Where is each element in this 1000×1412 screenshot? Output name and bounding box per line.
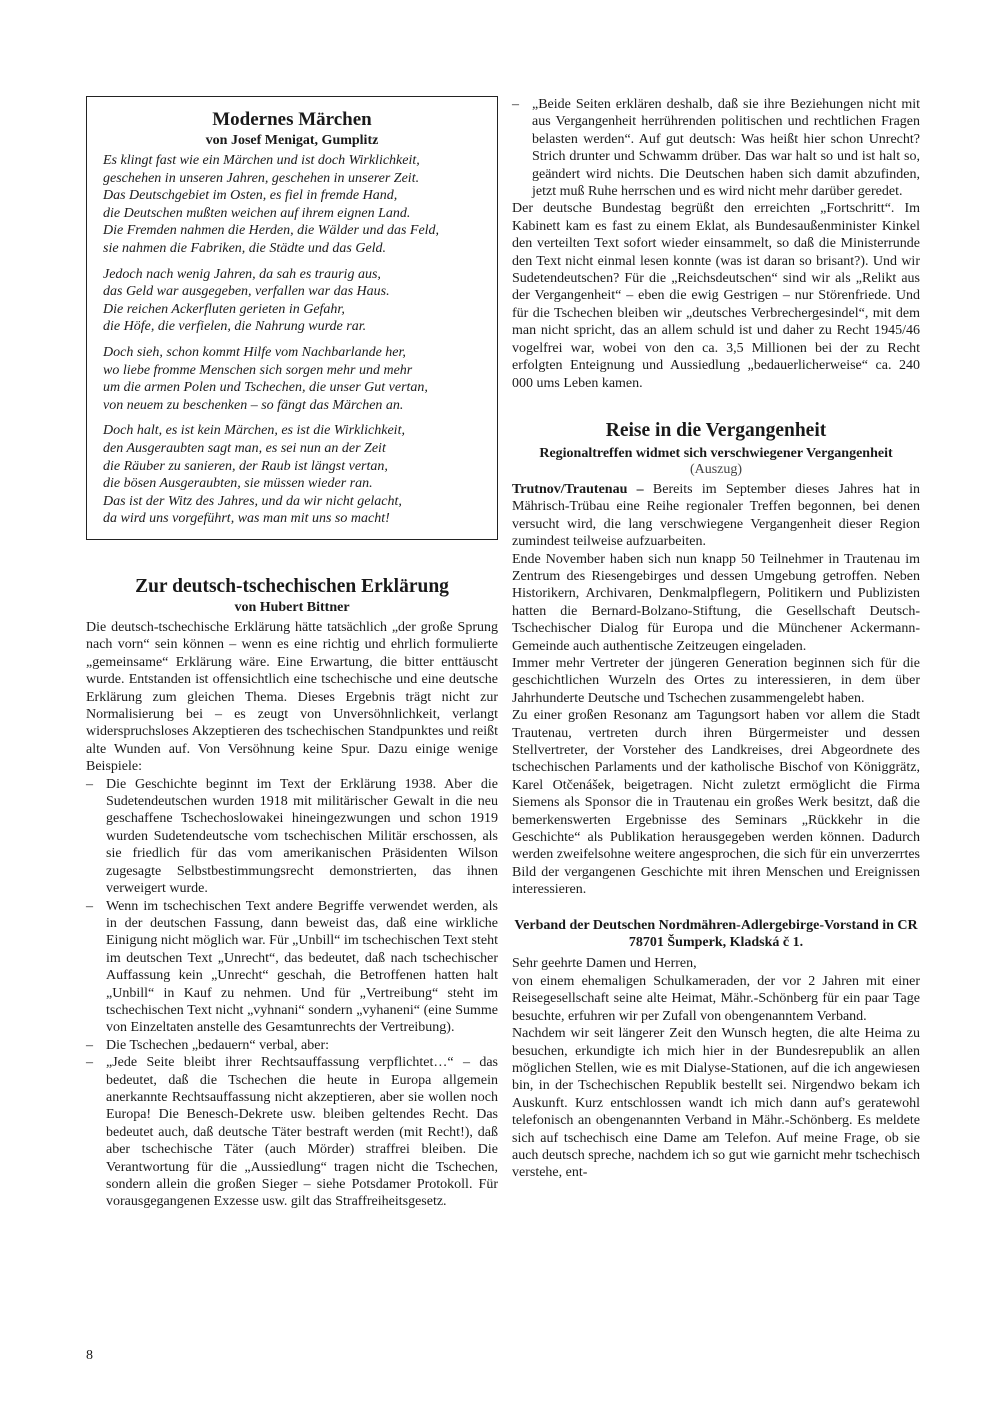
poem-line: das Geld war ausgegeben, verfallen war das Haus. — [103, 284, 390, 300]
poem-line: Es klingt fast wie ein Märchen und ist doch Wirklichkeit, — [103, 153, 420, 168]
list-item: – Die Tschechen „bedauern“ verbal, aber: — [86, 1037, 498, 1054]
poem-line: Jedoch nach wenig Jahren, da sah es traurig aus, — [103, 266, 381, 282]
poem-line: um die armen Polen und Tschechen, die unser Gut vertan, — [103, 380, 428, 396]
poem-line: Doch halt, es ist kein Märchen, es ist die Wirklichkeit, — [103, 423, 405, 439]
article-title: Reise in die Vergangenheit — [605, 419, 827, 441]
letter-heading: Verband der Deutschen Nordmähren-Adlergebirge-Vorstand in CR 78701 Šumperk, Kladská č 1. — [514, 917, 918, 951]
poem-line: Die Fremden nahmen die Herden, die Wälder und das Feld, — [103, 223, 440, 239]
dateline: Trutnov/Trautenau – — [512, 481, 644, 497]
article-intro: Die deutsch-tschechische Erklärung hätte tatsächlich „der große Sprung nach vorn“ sein können – wenn es eine richtig und ehrlich formulierte „gemeinsame“ Erklärung wäre. Eine Erwartung, die bitter enttäuscht wurde. Entstanden ist offensichtlich eine tschechische und eine deutsche Erklärung zum gleichen Thema. Dieses Ergebnis trägt nicht zur Normalisierung bei – es zeugt von Unversöhnlichkeit, verlangt widerspruchsloses Akzeptieren des tschechischen Standpunktes und reißt alte Wunden auf. Von Versöhnung keine Spur. Dazu einige wenige Beispiele: — [86, 620, 498, 775]
right-column — [512, 96, 920, 1182]
poem-line: die Deutschen mußten weichen auf ihrem eignen Land. — [103, 205, 411, 221]
poem-line: sie nahmen die Fabriken, die Städte und das Geld. — [103, 240, 387, 256]
poem-line: geschehen in unseren Jahren, geschehen in unserer Zeit. — [103, 170, 420, 186]
list-item: – „Jede Seite bleibt ihrer Rechtsauffassung verpflichtet…“ – das bedeutet, daß die Tschechen die heute in Europa allgemein anerkannte Rechtsauffassung nicht akzeptieren, aber sie wollen noch Europa! Die Benesch-Dekrete usw. bleiben geltendes Recht. Das bedeutet auch, daß deutsche Täter bestraft werden (mit Recht!), daß aber tschechische Täter (auch Mörder) straffrei bleiben. Die Verantwortung für die „Aussiedlung“ tragen nicht die Tschechen, sondern allein die großen Sieger – siehe Potsdamer Protokoll. Für vorausgegangenen Exzesse usw. gilt das Straffreiheitsgesetz. — [86, 1054, 498, 1211]
letter-paragraph: von einem ehemaligen Schulkameraden, der vor 2 Jahren mit einer Reisegesellschaft seine alte Heimat, Mähr.-Schönberg für ein paar Tage besuchte, erfuhren wir per Zufall von obengenanntem Verband. — [512, 973, 920, 1024]
poem-line: die Höfe, die verfielen, die Nahrung wurde rar. — [103, 319, 367, 335]
letter-paragraph: Nachdem wir seit längerer Zeit den Wunsch hegten, die alte Heima zu besuchen, erkundigte ich mich hier in der Bundesrepublik an allen möglichen Stellen, wie es mit Dialyse-Stationen, auf die ich angewiesen bin, in der Tschechischen Republik bestellt sei. Nirgendwo bekam ich Auskunft. Kurz entschlossen wandt ich mich dann auf's geratewohl telefonisch an obengenannten Verband in Mähr.-Schönberg. Es meldete sich auf tschechisch eine Dame am Telefon. Auf meine Frage, ob sie auch deutsch spreche, nachdem ich so gut wie garnicht mehr tschechisch verstehe, ent- — [512, 1026, 920, 1181]
article-subtitle: Regionaltreffen widmet sich verschwiegener Vergangenheit — [539, 445, 893, 461]
letter-salutation: Sehr geehrte Damen und Herren, — [512, 956, 697, 972]
article-paragraph: Zu einer großen Resonanz am Tagungsort haben vor allem die Stadt Trautenau, vertreten durch ihren Bürgermeister und dessen Stellvertreter, der Vorsteher des Landkreises, drei Abgeordnete des tschechischen Parlaments und der katholische Bischof von Königgrätz, Karel Otčenášek, beigetragen. Nicht zuletzt ermöglicht die Firma Siemens als Sponsor die in Trautenau ein großes Werk besitzt, daß die bemerkenswerten Ergebnisse des Seminars „Rückkehr in die Geschichte“ als Publikation herausgegeben werden können. Dadurch werden zweifelsohne weitere angesprochen, die sich für ein unverzerrtes Bild der vergangenen Geschichte mit ihren Menschen und Ereignissen interessieren. — [512, 708, 920, 898]
poem-box — [86, 96, 498, 540]
list-item: – Die Geschichte beginnt im Text der Erklärung 1938. Aber die Sudetendeutschen wurden 1918 mit militärischer Gewalt in die neu geschaffene Tschechoslowakei hineingezwungen und schon 1919 wurden Sudetendeutsche vom tschechischen Militär erschossen, als sie friedlich für das vom amerikanischen Präsidenten Wilson zugesagte Selbstbestimmungsrecht demonstrierten, das ihnen verweigert wurde. — [86, 776, 498, 898]
poem-author: von Josef Menigat, Gumplitz — [205, 133, 379, 148]
article-author: von Hubert Bittner — [234, 600, 350, 615]
page-number: 8 — [86, 1348, 93, 1363]
poem-line: Das Deutschgebiet im Osten, es fiel in fremde Hand, — [103, 188, 398, 204]
paragraph-text: Bereits im September dieses Jahres hat in Mährisch-Trübau eine Reihe regionaler Treffen begonnen, bei denen versucht wird, die lang verschwiegene Vergangenheit dieser Region zumindest teilweise aufzuarbeiten. — [512, 481, 921, 550]
poem-stanza-3 — [103, 344, 481, 414]
poem-line: die Räuber zu sanieren, der Raub ist längst vertan, — [103, 458, 388, 474]
poem-line: von neuem zu beschenken – so fängt das Märchen an. — [103, 397, 404, 413]
poem-title: Modernes Märchen — [212, 109, 372, 130]
article-paragraph: Immer mehr Vertreter der jüngeren Generation beginnen sich für die geschichtlichen Wurzeln des Ortes zu interessieren, in dem über Jahrhunderte Deutsche und Tschechen zusammengelebt haben. — [512, 655, 920, 706]
poem-line: Das ist der Witz des Jahres, und da wir nicht gelacht, — [103, 493, 402, 509]
article-paragraph: Ende November haben sich nun knapp 50 Teilnehmer in Trautenau im Zentrum des Riesengebirges und dessen Umgebung getroffen. Neben Historikern, Archivaren, Denkmalpflegern, Politikern und Publizisten hatten die Bernard-Bolzano-Stiftung, die Gesellschaft Deutsch-Tschechischer Dialog für Europa und die Münchener Ackermann-Gemeinde auch authentische Zeitzeugen eingeladen. — [512, 551, 920, 654]
left-column — [86, 96, 498, 1211]
poem-line: Die reichen Ackerfluten gerieten in Gefahr, — [103, 301, 345, 317]
poem-line: Doch sieh, schon kommt Hilfe vom Nachbarlande her, — [103, 344, 406, 360]
poem-line: da wird uns vorgeführt, was man mit uns so macht! — [103, 511, 390, 527]
article-title: Zur deutsch-tschechischen Erklärung — [135, 576, 449, 597]
poem-stanza-4 — [103, 422, 481, 528]
poem-line: die bösen Ausgeraubten, sie müssen wieder ran. — [103, 476, 373, 492]
list-item: – „Beide Seiten erklären deshalb, daß sie ihre Beziehungen nicht mit aus Vergangenheit herrührenden politischen und rechtlichen Fragen belasten werden“. Auf gut deutsch: Was heißt hier schon Unrecht? Strich drunter und Schwamm drüber. Das war halt so und ist halt so, geändert wird nichts. Die Deutschen haben sich damit abzufinden, jetzt muß Ruhe herrschen und es wird nicht mehr darüber geredet. — [512, 96, 920, 200]
poem-line: den Ausgeraubten sagt man, es sei nun an der Zeit — [103, 440, 386, 456]
poem-stanza-1 — [103, 152, 481, 258]
poem-stanza-2 — [103, 266, 481, 336]
article-excerpt-note: (Auszug) — [689, 461, 743, 477]
article-paragraph — [512, 481, 920, 551]
article-closing: Der deutsche Bundestag begrüßt den erreichten „Fortschritt“. Im Kabinett kam es fast zu einem Eklat, als Bundesaußenminister Kinkel den verteilten Text sofort wieder einsammelt, so daß die Ministerrunde den Text nicht einmal lesen konnte (was ist daran so brisant?). Und wir Sudetendeutschen? Für die „Reichsdeutschen“ sind wir als „Relikt aus der Vergangenheit“ – eben die ewig Gestrigen – nur Störenfriede. Und für die Tschechen bleiben wir „deutsches Verbrechergesindel“, mit dem man nicht spricht, das an allem schuld ist und daher zu Recht 1945/46 vogelfrei war, wobei von den ca. 3,5 Millionen bei der zu Recht erfolgten Enteignung und Aussiedlung „bedauerlicherweise“ ca. 240 000 ums Leben kamen. — [512, 201, 920, 391]
poem-line: wo liebe fromme Menschen sich sorgen mehr und mehr — [103, 362, 413, 378]
list-item: – Wenn im tschechischen Text andere Begriffe verwendet werden, als in der deutschen Fassung, dann beweist das, daß eine wirkliche Einigung nicht möglich war. Für „Unbill“ im tschechischen Text steht im deutschen Text „Unrecht“, das bedeutet, daß nach tschechischer Auffassung kein „Unrecht“ geschah, die Betroffenen hatten halt „Unbill“ in Kauf zu nehmen. Und für „Vertreibung“ steht im tschechischen Text nicht „vyhnani“ sondern „vyhaneni“ (eine Summe von Einzeltaten anstelle des Gesamtunrechts der Vertreibung). — [86, 898, 498, 1037]
